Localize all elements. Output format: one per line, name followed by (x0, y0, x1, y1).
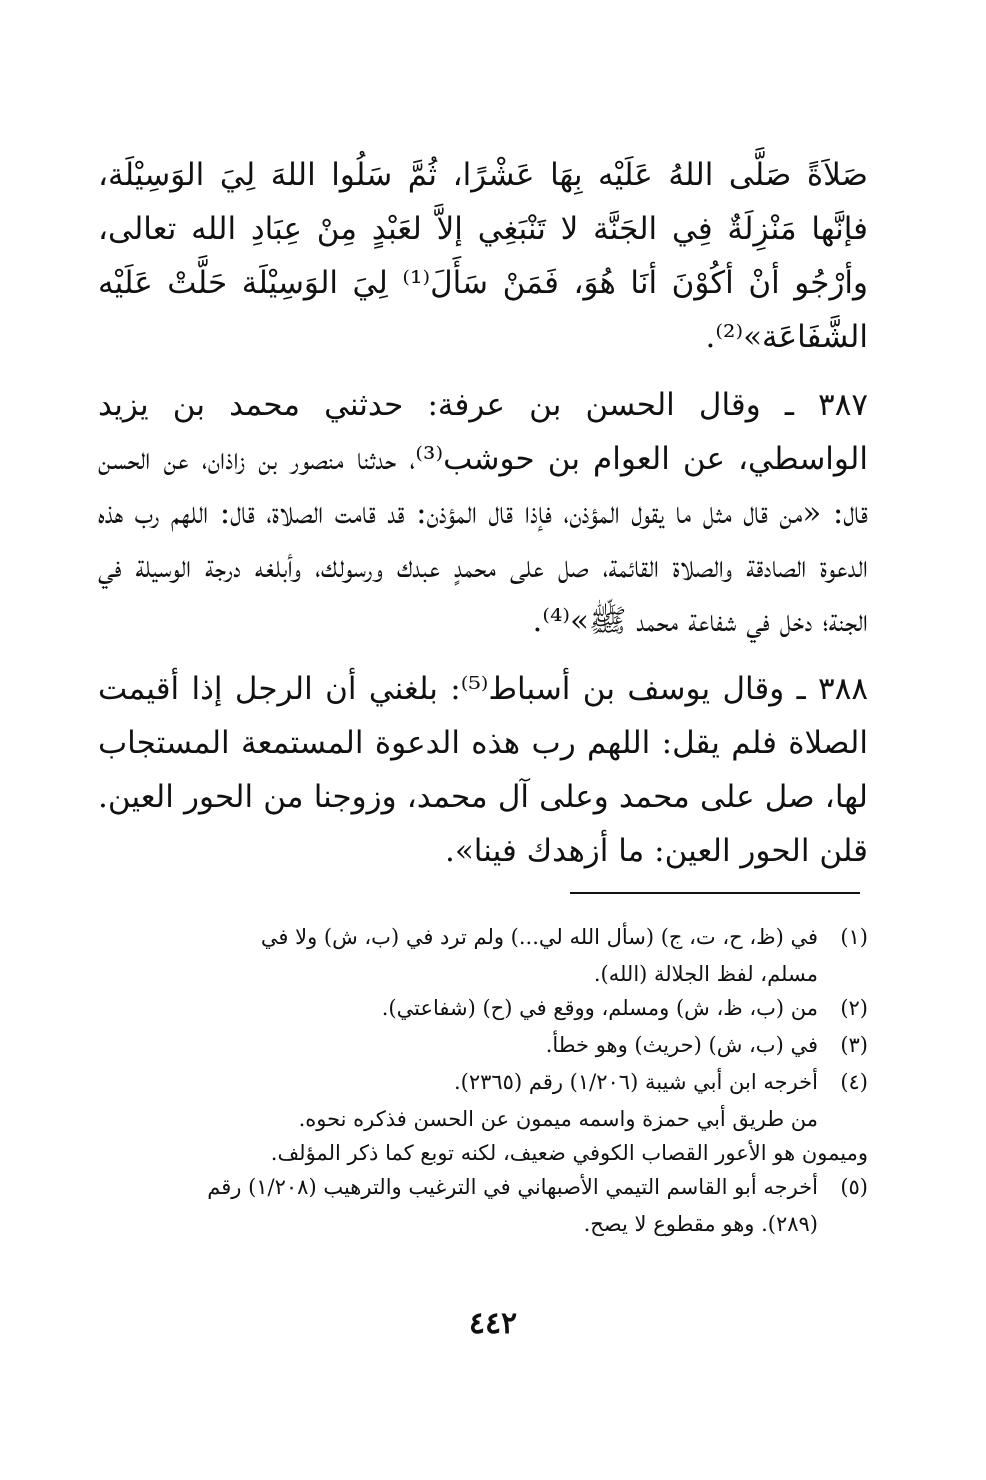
footnote-2 (98, 991, 868, 1025)
footnote-4 (98, 1065, 868, 1099)
page-number: ٤٤٢ (468, 1306, 518, 1341)
footnote-text: في (ظ، ح، ت، ج) (سأل الله لي...) ولم ترد في (ب، ش) ولا في (260, 925, 818, 949)
footnote-3 (98, 1028, 868, 1062)
footnote-separator (570, 892, 860, 894)
footnotes (98, 920, 868, 1241)
footnote-5 (98, 1170, 868, 1204)
footnote-continuation: من طريق أبي حمزة واسمه ميمون عن الحسن فذكره نحوه. (298, 1107, 818, 1131)
main-text (98, 148, 868, 892)
paragraph-388: ٣٨٨ ـ وقال يوسف بن أسباط⁽⁵⁾: بلغني أن الرجل إذا أقيمت الصلاة فلم يقل: اللهم رب هذه الدعوة المستمعة المستجاب لها، صل على محمد وعلى آل محمد، وزوجنا من الحور العين. قلن الحور العين: ما أزهدك فينا». (98, 671, 868, 869)
paragraph-hadith-ending: صَلاَةً صَلَّى اللهُ عَلَيْه بِهَا عَشْرًا، ثُمَّ سَلُوا اللهَ لِيَ الوَسِيْلَة، فإنَّها مَنْزِلَةٌ فِي الجَنَّة لا تَنْبَغِي إلاَّ لعَبْدٍ مِنْ عِبَادِ الله تعالى، وأرْجُو أنْ أكُوْنَ أنَا هُوَ، فَمَنْ سَأَلَ⁽¹⁾ لِيَ الوَسِيْلَة حَلَّتْ عَلَيْه الشَّفَاعَة»⁽²⁾. (98, 157, 868, 355)
footnote-1 (98, 920, 868, 954)
footnote-text: أخرجه أبو القاسم التيمي الأصبهاني في الترغيب والترهيب (١/٢٠٨) رقم (207, 1175, 818, 1199)
footnote-text: من (ب، ظ، ش) ومسلم، ووقع في (ح) (شفاعتي). (381, 996, 818, 1020)
footnote-marker: (٣) (840, 1033, 868, 1057)
footnote-marker: (١) (840, 925, 868, 949)
footnote-continuation: مسلم، لفظ الجلالة (الله). (593, 962, 818, 986)
footnote-continuation: وميمون هو الأعور القصاب الكوفي ضعيف، لكنه توبع كما ذكر المؤلف. (270, 1141, 868, 1165)
paragraph-387: ٣٨٧ ـ وقال الحسن بن عرفة: حدثني محمد بن يزيد الواسطي، عن العوام بن حوشب⁽³⁾، حدثنا منصور بن زاذان، عن الحسن قال: «من قال مثل ما يقول المؤذن، فإذا قال المؤذن: قد قامت الصلاة، قال: اللهم رب هذه الدعوة الصادقة والصلاة القائمة، صل على محمدٍ عبدك ورسولك، وأبلغه درجة الوسيلة في الجنة؛ دخل في شفاعة محمد ﷺ»⁽⁴⁾. (98, 387, 868, 639)
footnote-continuation: (٢٨٩). وهو مقطوع لا يصح. (583, 1212, 818, 1236)
footnote-marker: (٤) (840, 1070, 868, 1094)
footnote-marker: (٢) (840, 996, 868, 1020)
footnote-marker: (٥) (840, 1175, 868, 1199)
footnote-text: أخرجه ابن أبي شيبة (١/٢٠٦) رقم (٢٣٦٥). (453, 1070, 818, 1094)
footnote-text: في (ب، ش) (حريث) وهو خطأ. (545, 1033, 818, 1057)
